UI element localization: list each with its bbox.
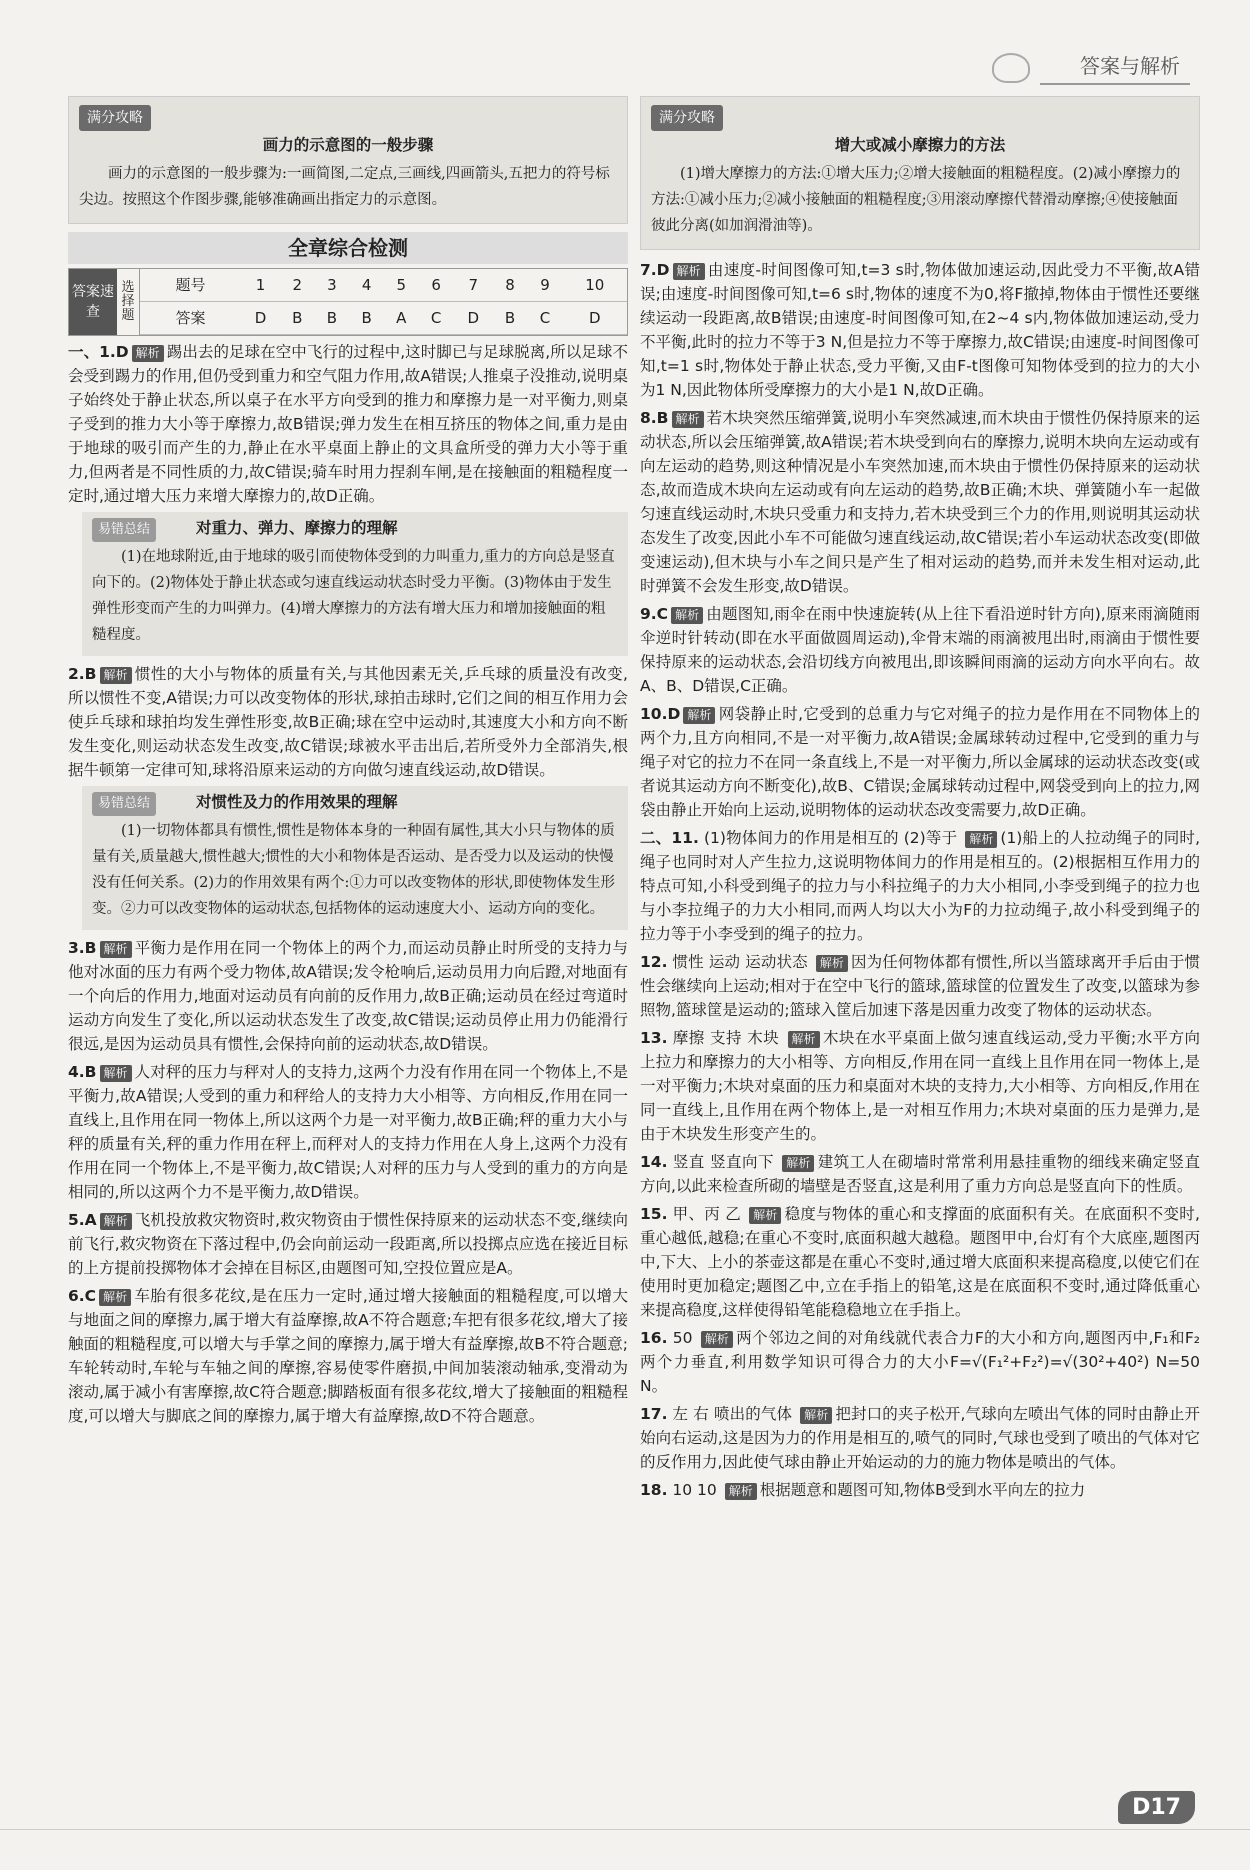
answer-entry	[68, 340, 628, 508]
summary-tag: 易错总结	[92, 792, 156, 816]
answer-entry	[640, 826, 1200, 946]
analysis-badge: 解析	[816, 955, 848, 972]
entry-fill-answer: (1)物体间力的作用是相互的 (2)等于	[698, 829, 963, 847]
analysis-badge: 解析	[725, 1483, 757, 1500]
answer-entry	[68, 1060, 628, 1204]
analysis-badge: 解析	[672, 411, 704, 428]
entry-text: 网袋静止时,它受到的总重力与它对绳子的拉力是作用在不同物体上的两个力,且方向相同,不是一对平衡力,故A错误;金属球转动过程中,它受到的重力与绳子对它的拉力不在同一条直线上,不是一对平衡力,所以金属球的运动状态改变(或者说其运动方向不断变化),故B、C错误;金属球转动过程中,网袋受到向上的拉力,网袋由静止开始向上运动,说明物体的运动状态改变需要力,故D正确。	[640, 705, 1200, 819]
entry-text: 踢出去的足球在空中飞行的过程中,这时脚已与足球脱离,所以足球不会受到踢力的作用,但仍受到重力和空气阻力作用,故A错误;人推桌子没推动,说明桌子始终处于静止状态,所以桌子在水平方向受到的推力和摩擦力是一对平衡力,则桌子受到的推力大小等于摩擦力,故B错误;弹力发生在相互挤压的物体之间,重力是由于地球的吸引而产生的力,静止在水平桌面上静止的文具盒所受的弹力大小等于重力,但两者是不同性质的力,故C错误;骑车时用力捏刹车闸,是在接触面的粗糙程度一定时,通过增大压力来增大摩擦力的,故D正确。	[68, 343, 628, 505]
entry-fill-answer: 左 右 喷出的气体	[667, 1405, 798, 1423]
entry-number: 9.C	[640, 605, 669, 623]
answer-table-cell: D	[241, 302, 280, 335]
summary-text: (1)在地球附近,由于地球的吸引而使物体受到的力叫重力,重力的方向总是竖直向下的。(2)物体处于静止状态或匀速直线运动状态时受力平衡。(3)物体由于发生弹性形变而产生的力叫弹力。(4)增大摩擦力的方法有增大压力和增加接触面的粗糙程度。	[92, 549, 615, 643]
summary-box	[82, 512, 628, 656]
answer-table-cell: D	[563, 302, 627, 335]
entry-number: 7.D	[640, 261, 670, 279]
left-entries	[68, 340, 628, 1428]
answer-table-cell: C	[527, 302, 562, 335]
analysis-badge: 解析	[99, 1289, 131, 1306]
entry-fill-answer: 10 10	[667, 1481, 722, 1499]
analysis-badge: 解析	[965, 831, 997, 848]
entry-text: (1)船上的人拉动绳子的同时,绳子也同时对人产生拉力,这说明物体间力的作用是相互的。(2)根据相互作用力的特点可知,小科受到绳子的拉力与小科拉绳子的力大小相同,小李受到绳子的拉力也与小李拉绳子的力大小相同,而两人均以大小为F的力拉动绳子,故小科受到绳子的拉力等于小李受到的绳子的拉力。	[640, 829, 1200, 943]
summary-tag: 易错总结	[92, 518, 156, 542]
entry-number: 5.A	[68, 1211, 97, 1229]
summary-box	[82, 786, 628, 930]
analysis-badge: 解析	[132, 345, 164, 362]
answer-table-cell: 9	[527, 269, 562, 302]
analysis-badge: 解析	[782, 1155, 814, 1172]
entry-number: 8.B	[640, 409, 669, 427]
analysis-badge: 解析	[100, 667, 132, 684]
entry-text: 因为任何物体都有惯性,所以当篮球离开手后由于惯性会继续向上运动;相对于在空中飞行的篮球,篮球筐的位置发生了改变,以篮球为参照物,篮球筐是运动的;篮球入筐后加速下落是因重力改变了物体的运动状态。	[640, 953, 1200, 1019]
right-column	[640, 96, 1200, 1506]
answer-key-label: 答案速查	[69, 269, 117, 335]
answer-table	[140, 269, 627, 335]
answer-entry	[640, 1150, 1200, 1198]
entry-text: 把封口的夹子松开,气球向左喷出气体的同时由静止开始向右运动,这是因为力的作用是相互的,喷气的同时,气球也受到了喷出的气体对它的反作用力,因此使气球由静止开始运动的力的施力物体是喷出的气体。	[640, 1405, 1200, 1471]
left-tip-box	[68, 96, 628, 224]
tip-text: 画力的示意图的一般步骤为:一画简图,二定点,三画线,四画箭头,五把力的符号标尖边。按照这个作图步骤,能够准确画出指定力的示意图。	[79, 166, 610, 208]
answer-table-row-label: 题号	[140, 269, 241, 302]
entry-number: 18.	[640, 1481, 668, 1499]
answer-key-selector-label: 选择题	[117, 269, 140, 335]
entry-number: 2.B	[68, 665, 97, 683]
entry-fill-answer: 竖直 竖直向下	[667, 1153, 780, 1171]
entry-number: 6.C	[68, 1287, 97, 1305]
answer-entry	[640, 258, 1200, 402]
answer-table-cell: 10	[563, 269, 627, 302]
entry-number: 二、11.	[640, 829, 699, 847]
tip-tag: 满分攻略	[79, 105, 151, 131]
answer-entry	[640, 1326, 1200, 1398]
answer-table-cell: 6	[418, 269, 453, 302]
entry-text: 人对秤的压力与秤对人的支持力,这两个力没有作用在同一个物体上,不是平衡力,故A错误;人受到的重力和秤给人的支持力大小相等、方向相反,作用在同一直线上,且作用在同一物体上,所以这两个力是一对平衡力,故B正确;秤的重力大小与秤的质量有关,秤的重力作用在秤上,而秤对人的支持力作用在人身上,这两个力没有作用在同一个物体上,不是平衡力,故C错误;人对秤的压力与人受到的重力的方向是相同的,所以这两个力不是平衡力,故D错误。	[68, 1063, 628, 1201]
summary-title: 对重力、弹力、摩擦力的理解	[196, 519, 398, 537]
entry-text: 两个邻边之间的对角线就代表合力F的大小和方向,题图丙中,F₁和F₂两个力垂直,利用数学知识可得合力的大小F=√(F₁²+F₂²)=√(30²+40²) N=50 N。	[640, 1329, 1201, 1395]
entry-fill-answer: 惯性 运动 运动状态	[667, 953, 813, 971]
entry-number: 12.	[640, 953, 668, 971]
entry-text: 惯性的大小与物体的质量有关,与其他因素无关,乒乓球的质量没有改变,所以惯性不变,A错误;力可以改变物体的形状,球拍击球时,它们之间的相互作用力会使乒乓球和球拍均发生弹性形变,故B正确;球在空中运动时,其速度大小和方向不断发生变化,则运动状态发生改变,故C错误;球被水平击出后,若所受外力全部消失,根据牛顿第一定律可知,球将沿原来运动的方向做匀速直线运动,故D错误。	[68, 665, 628, 779]
entry-text: 木块在水平桌面上做匀速直线运动,受力平衡;水平方向上拉力和摩擦力的大小相等、方向相反,作用在同一直线上且作用在同一物体上,是一对平衡力;木块对桌面的压力和桌面对木块的支持力,大小相等、方向相反,作用在同一直线上,且作用在两个物体上,是一对相互作用力;木块对桌面的压力是弹力,是由于木块发生形变产生的。	[640, 1029, 1200, 1143]
tip-title: 画力的示意图的一般步骤	[262, 136, 434, 154]
answer-entry	[68, 1208, 628, 1280]
entry-number: 4.B	[68, 1063, 97, 1081]
tip-tag: 满分攻略	[651, 105, 723, 131]
answer-table-cell: B	[349, 302, 384, 335]
entry-fill-answer: 50	[667, 1329, 698, 1347]
answer-table-cell: A	[384, 302, 419, 335]
tip-title: 增大或减小摩擦力的方法	[834, 136, 1006, 154]
entry-fill-answer: 甲、丙 乙	[667, 1205, 747, 1223]
answer-entry	[640, 1026, 1200, 1146]
entry-text: 若木块突然压缩弹簧,说明小车突然减速,而木块由于惯性仍保持原来的运动状态,所以会压缩弹簧,故A错误;若木块受到向右的摩擦力,说明木块向左运动或有向左运动的趋势,则这种情况是小车突然加速,而木块由于惯性仍保持原来的运动状态,故而造成木块向左运动或有向左运动的趋势,故B正确;木块、弹簧随小车一起做匀速直线运动时,木块只受重力和支持力,若木块受到三个力的作用,则说明其运动状态发生了改变,因此小车不可能做匀速直线运动,故C错误;若小车运动状态改变(即做变速运动),但木块与小车之间只是产生了相对运动的趋势,而并未发生相对运动,此时弹簧不会发生形变,故D错误。	[640, 409, 1200, 595]
analysis-badge: 解析	[673, 263, 705, 280]
page-number: D17	[1118, 1791, 1195, 1824]
summary-title: 对惯性及力的作用效果的理解	[196, 793, 398, 811]
header-title: 答案与解析	[1040, 50, 1190, 85]
entry-number: 3.B	[68, 939, 97, 957]
right-entries	[640, 258, 1200, 1502]
entry-text: 车胎有很多花纹,是在压力一定时,通过增大接触面的粗糙程度,可以增大与地面之间的摩擦力,属于增大有益摩擦,故A不符合题意;车把有很多花纹,增大了接触面的粗糙程度,可以增大与手掌之间的摩擦力,属于增大有益摩擦,故B不符合题意;车轮转动时,车轮与车轴之间的摩擦,容易使零件磨损,中间加装滚动轴承,变滑动为滚动,属于减小有害摩擦,故C符合题意;脚踏板面有很多花纹,增大了接触面的粗糙程度,可以增大与脚底之间的摩擦力,属于增大有益摩擦,故D不符合题意。	[68, 1287, 628, 1425]
entry-text: 稳度与物体的重心和支撑面的底面积有关。在底面积不变时,重心越低,越稳;在重心不变时,底面积越大越稳。题图甲中,台灯有个大底座,题图丙中,下大、上小的茶壶这都是在重心不变时,通过增大底面积来提高稳度,以使它们在使用时更加稳定;题图乙中,立在手指上的铅笔,这是在底面积不变时,通过降低重心来提高稳度,这样使得铅笔能稳稳地立在手指上。	[640, 1205, 1200, 1319]
answer-entry	[640, 950, 1200, 1022]
answer-entry	[68, 1284, 628, 1428]
answer-table-row-label: 答案	[140, 302, 241, 335]
answer-entry	[640, 702, 1200, 822]
analysis-badge: 解析	[800, 1407, 832, 1424]
entry-text: 飞机投放救灾物资时,救灾物资由于惯性保持原来的运动状态不变,继续向前飞行,救灾物资在下落过程中,仍会向前运动一段距离,所以投掷点应选在接近目标的上方提前投掷物体才会掉在目标区,由题图可知,空投位置应是A。	[68, 1211, 628, 1277]
answer-table-cell: B	[280, 302, 315, 335]
answer-entry	[640, 1202, 1200, 1322]
entry-text: 由题图知,雨伞在雨中快速旋转(从上往下看沿逆时针方向),原来雨滴随雨伞逆时针转动(即在水平面做圆周运动),伞骨末端的雨滴被甩出时,雨滴由于惯性要保持原来的运动状态,会沿切线方向被甩出,即该瞬间雨滴的运动方向水平向右。故A、B、D错误,C正确。	[640, 605, 1200, 695]
entry-text: 由速度-时间图像可知,t=3 s时,物体做加速运动,因此受力不平衡,故A错误;由速度-时间图像可知,t=6 s时,物体的速度不为0,将F撤掉,物体由于惯性还要继续运动一段距离,故B错误;由速度-时间图像可知,在2~4 s内,物体做加速运动,受力不平衡,此时的拉力不等于3 N,但是拉力不等于摩擦力,故C错误;由速度-时间图像可知,t=1 s时,物体处于静止状态,受力平衡,又由F-t图像可知物体受到的拉力的大小为1 N,因此物体所受摩擦力的大小是1 N,故D正确。	[640, 261, 1200, 399]
analysis-badge: 解析	[683, 707, 715, 724]
analysis-badge: 解析	[788, 1031, 820, 1048]
entry-number: 一、1.D	[68, 343, 129, 361]
mascot-icon	[992, 53, 1030, 83]
answer-table-cell: 2	[280, 269, 315, 302]
entry-text: 平衡力是作用在同一个物体上的两个力,而运动员静止时所受的支持力与他对冰面的压力有两个受力物体,故A错误;发令枪响后,运动员用力向后蹬,对地面有一个向后的作用力,地面对运动员有向前的反作用力,故B正确;运动员在经过弯道时运动方向发生了变化,所以运动状态发生了改变,故C错误;运动员停止用力仍能滑行很远,是因为运动员具有惯性,会保持向前的运动状态,故D错误。	[68, 939, 628, 1053]
summary-text: (1)一切物体都具有惯性,惯性是物体本身的一种固有属性,其大小只与物体的质量有关,质量越大,惯性越大;惯性的大小和物体是否运动、是否受力以及运动的快慢没有任何关系。(2)力的作用效果有两个:①力可以改变物体的形状,即使物体发生形变。②力可以改变物体的运动状态,包括物体的运动速度大小、运动方向的变化。	[92, 823, 616, 917]
entry-number: 13.	[640, 1029, 668, 1047]
answer-table-cell: B	[493, 302, 528, 335]
entry-number: 15.	[640, 1205, 668, 1223]
answer-entry	[640, 1478, 1200, 1502]
answer-entry	[68, 662, 628, 782]
answer-table-cell: 7	[454, 269, 493, 302]
tip-text: (1)增大摩擦力的方法:①增大压力;②增大接触面的粗糙程度。(2)减小摩擦力的方法:①减小压力;②减小接触面的粗糙程度;③用滚动摩擦代替滑动摩擦;④使接触面彼此分离(如加润滑油等)。	[651, 166, 1181, 234]
chapter-title: 全章综合检测	[68, 232, 628, 264]
entry-number: 16.	[640, 1329, 668, 1347]
answer-table-cell: D	[454, 302, 493, 335]
analysis-badge: 解析	[100, 1065, 132, 1082]
analysis-badge: 解析	[701, 1331, 733, 1348]
answer-table-cell: 8	[493, 269, 528, 302]
entry-number: 14.	[640, 1153, 668, 1171]
analysis-badge: 解析	[100, 1213, 132, 1230]
right-tip-box	[640, 96, 1200, 250]
footer-rule	[0, 1829, 1250, 1830]
analysis-badge: 解析	[100, 941, 132, 958]
answer-key	[68, 268, 628, 336]
answer-entry	[640, 406, 1200, 598]
entry-fill-answer: 摩擦 支持 木块	[667, 1029, 785, 1047]
answer-table-row-numbers	[140, 269, 627, 302]
entry-number: 10.D	[640, 705, 681, 723]
answer-table-row-answers	[140, 302, 627, 335]
answer-table-cell: C	[418, 302, 453, 335]
page-header	[992, 50, 1190, 85]
left-column	[68, 96, 628, 1432]
answer-table-cell: B	[315, 302, 350, 335]
answer-entry	[640, 1402, 1200, 1474]
entry-text: 建筑工人在砌墙时常常利用悬挂重物的细线来确定竖直方向,以此来检查所砌的墙壁是否竖直,这是利用了重力方向总是竖直向下的性质。	[640, 1153, 1200, 1195]
analysis-badge: 解析	[749, 1207, 781, 1224]
entry-text: 根据题意和题图可知,物体B受到水平向左的拉力	[759, 1481, 1086, 1499]
answer-table-cell: 3	[315, 269, 350, 302]
answer-table-cell: 1	[241, 269, 280, 302]
entry-number: 17.	[640, 1405, 668, 1423]
answer-table-cell: 5	[384, 269, 419, 302]
answer-entry	[640, 602, 1200, 698]
answer-table-cell: 4	[349, 269, 384, 302]
answer-entry	[68, 936, 628, 1056]
analysis-badge: 解析	[671, 607, 703, 624]
